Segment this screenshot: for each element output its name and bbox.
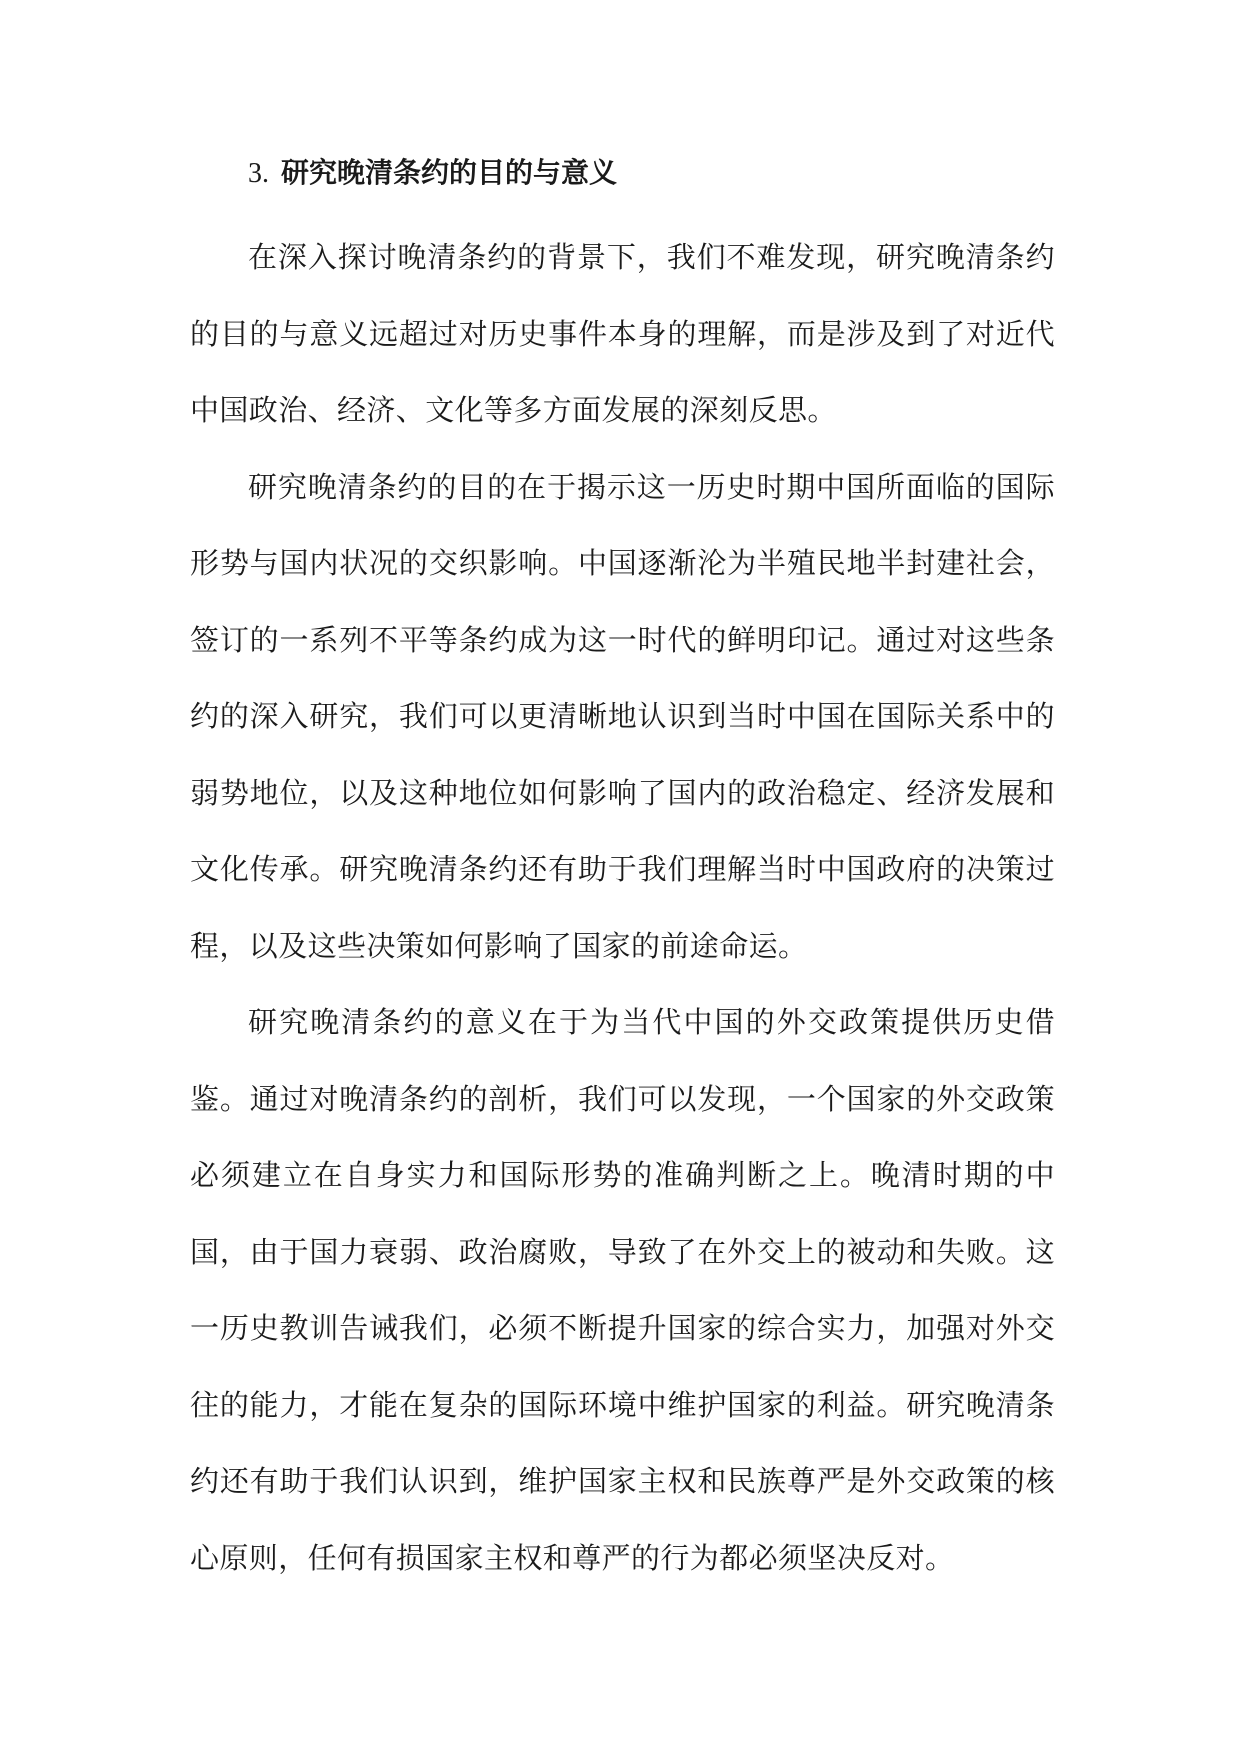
section-number: 3. bbox=[248, 158, 269, 189]
document-body bbox=[190, 148, 1055, 1596]
section-heading bbox=[190, 148, 1055, 199]
paragraph-intro: 在深入探讨晚清条约的背景下，我们不难发现，研究晚清条约的目的与意义远超过对历史事件本身的理解，而是涉及到了对近代中国政治、经济、文化等多方面发展的深刻反思。 bbox=[190, 240, 1055, 427]
paragraph-purpose: 研究晚清条约的目的在于揭示这一历史时期中国所面临的国际形势与国内状况的交织影响。中国逐渐沦为半殖民地半封建社会，签订的一系列不平等条约成为这一时代的鲜明印记。通过对这些条约的深入研究，我们可以更清晰地认识到当时中国在国际关系中的弱势地位，以及这种地位如何影响了国内的政治稳定、经济发展和文化传承。研究晚清条约还有助于我们理解当时中国政府的决策过程，以及这些决策如何影响了国家的前途命运。 bbox=[190, 469, 1055, 963]
section-title: 研究晚清条约的目的与意义 bbox=[281, 156, 618, 189]
paragraph-significance: 研究晚清条约的意义在于为当代中国的外交政策提供历史借鉴。通过对晚清条约的剖析，我们可以发现，一个国家的外交政策必须建立在自身实力和国际形势的准确判断之上。晚清时期的中国，由于国力衰弱、政治腐败，导致了在外交上的被动和失败。这一历史教训告诫我们，必须不断提升国家的综合实力，加强对外交往的能力，才能在复杂的国际环境中维护国家的利益。研究晚清条约还有助于我们认识到，维护国家主权和民族尊严是外交政策的核心原则，任何有损国家主权和尊严的行为都必须坚决反对。 bbox=[190, 1005, 1055, 1575]
